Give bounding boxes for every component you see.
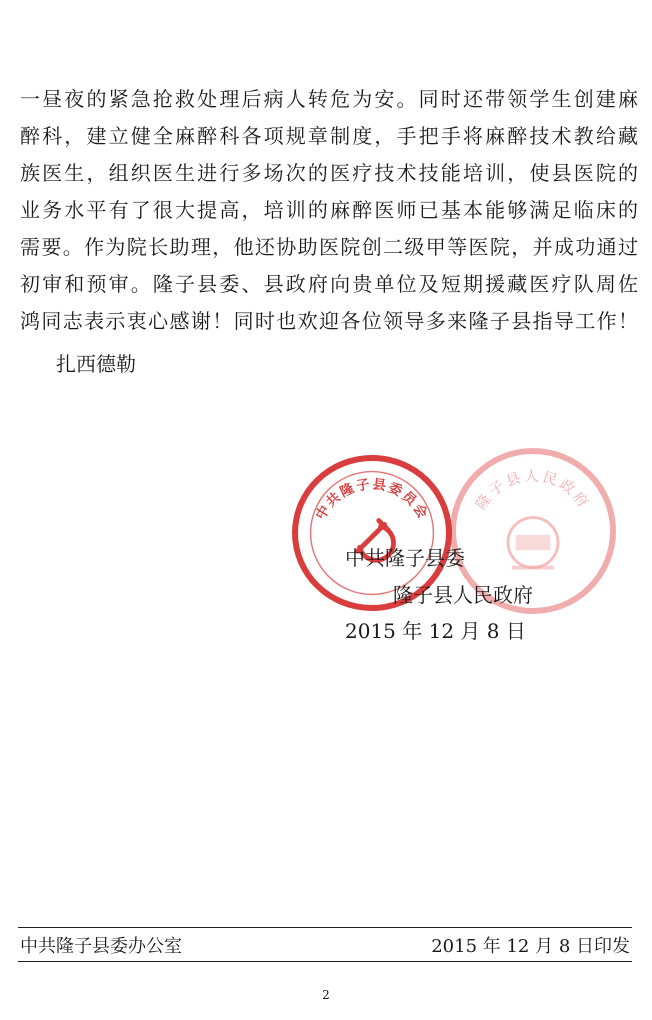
signature-date: 2015 年 12 月 8 日 (345, 619, 526, 643)
svg-text:中共隆子县委员会 (312, 476, 432, 522)
government-stamp-text: 隆子县人民政府 (473, 468, 593, 513)
footer-top-rule (18, 927, 632, 928)
svg-text:隆子县人民政府 (473, 468, 594, 513)
footer-issue-date: 2015 年 12 月 8 日印发 (431, 936, 630, 957)
body-line: 鸿同志表示衷心感谢！同时也欢迎各位领导多来隆子县指导工作！ (20, 309, 638, 333)
page-number: 2 (322, 988, 330, 1002)
footer-bottom-rule (18, 961, 632, 962)
body-line: 业务水平有了很大提高，培训的麻醉医师已基本能够满足临床的 (20, 198, 638, 222)
body-line: 需要。作为院长助理，他还协助医院创二级甲等医院，并成功通过 (20, 235, 638, 259)
body-line: 醉科，建立健全麻醉科各项规章制度，手把手将麻醉技术教给藏 (20, 124, 638, 148)
body-line: 一昼夜的紧急抢救处理后病人转危为安。同时还带领学生创建麻 (20, 87, 638, 111)
org-government-name: 隆子县人民政府 (393, 583, 533, 607)
org-party-name: 中共隆子县委 (345, 546, 465, 570)
letter-signer: 扎西德勒 (56, 352, 136, 376)
body-line: 初审和预审。隆子县委、县政府向贵单位及短期援藏医疗队周佐 (20, 272, 638, 296)
body-line: 族医生，组织医生进行多场次的医疗技术技能培训，使县医院的 (20, 161, 638, 185)
footer-issuer: 中共隆子县委办公室 (20, 936, 182, 957)
party-stamp-text: 中共隆子县委员会 (313, 477, 431, 523)
